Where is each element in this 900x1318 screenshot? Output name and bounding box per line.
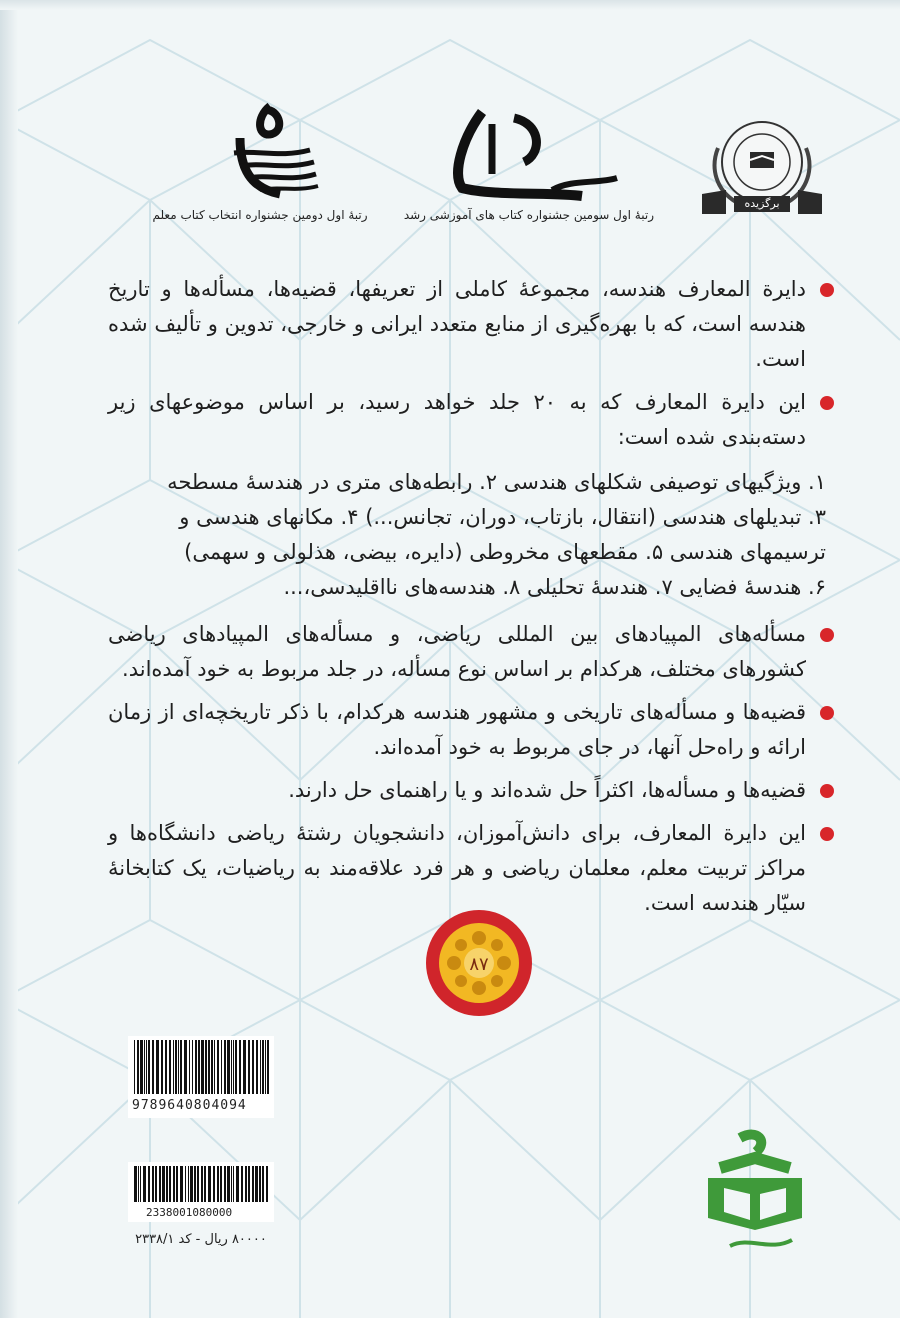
emblem-number: ۸۷ xyxy=(469,954,489,975)
barcode-bar xyxy=(241,1166,243,1202)
barcode-bar xyxy=(213,1166,215,1202)
topic-line: ۶. هندسهٔ فضایی ۷. هندسهٔ تحلیلی ۸. هندسه‌های نااقلیدسی،... xyxy=(283,575,826,599)
barcode-bar xyxy=(165,1040,167,1094)
barcode-bar xyxy=(152,1166,154,1202)
bullet-text: قضیه‌ها و مسأله‌ها، اکثراً حل شده‌اند و یا راهنمای حل دارند. xyxy=(288,778,806,802)
anniversary-emblem-graphic xyxy=(424,908,534,1018)
barcode-bar xyxy=(138,1166,139,1202)
bullet-text: مسأله‌های المپیادهای بین المللی ریاضی، و مسأله‌های المپیادهای ریاضی کشورهای مختلف، هرکدام بر اساس نوع مسأله، در جلد مربوط به خود آمده‌اند. xyxy=(108,622,806,681)
barcode-bar xyxy=(255,1166,258,1202)
award-seal xyxy=(696,118,826,228)
barcode-bar xyxy=(211,1040,213,1094)
barcode-bar xyxy=(178,1040,179,1094)
barcode-bar xyxy=(176,1166,178,1202)
barcode-bar xyxy=(231,1040,232,1094)
barcode-bar xyxy=(217,1040,219,1094)
barcode-bar xyxy=(248,1166,250,1202)
barcode-bar xyxy=(233,1040,234,1094)
barcode-bar xyxy=(220,1166,222,1202)
barcode-bar xyxy=(224,1166,226,1202)
barcode-bar xyxy=(266,1166,268,1202)
barcode-bar xyxy=(162,1166,165,1202)
barcode-bar xyxy=(233,1166,234,1202)
award-seal-label: برگزیده xyxy=(734,196,790,212)
barcode-bar xyxy=(134,1040,135,1094)
bullet-dot-icon xyxy=(820,283,834,297)
topic-line: ۱. ویژگیهای توصیفی شکلهای هندسی ۲. رابطه‌های متری در هندسهٔ مسطحه xyxy=(167,470,826,494)
award-teacher-book xyxy=(210,98,320,207)
barcode-bar xyxy=(224,1040,226,1094)
code-barcode-digits: 2338001080000 xyxy=(146,1206,233,1219)
barcode-bar xyxy=(198,1040,200,1094)
price-label: ۸۰۰۰۰ ریال - کد ۲۳۳۸/۱ xyxy=(135,1232,267,1247)
barcode-bar xyxy=(201,1166,203,1202)
cover-top-shadow xyxy=(0,0,900,10)
barcode-bar xyxy=(137,1040,139,1094)
barcode-bar xyxy=(148,1040,150,1094)
bullet-text: این دایرة المعارف، برای دانش‌آموزان، دانشجویان رشتهٔ ریاضی دانشگاه‌ها و مراکز تربیت معلم، معلمان ریاضی و هر فرد علاقه‌مند به ریاضیات، یک کتابخانهٔ سیّار هندسه است. xyxy=(108,821,806,915)
barcode-bar xyxy=(243,1040,246,1094)
topic-list xyxy=(108,465,832,605)
barcode-bar xyxy=(188,1166,189,1202)
barcode-bar xyxy=(185,1166,186,1202)
barcode-bar xyxy=(208,1166,211,1202)
barcode-bar xyxy=(248,1040,250,1094)
publisher-book-logo-icon xyxy=(700,1128,810,1258)
barcode-bar xyxy=(148,1166,150,1202)
barcode-bar xyxy=(195,1040,197,1094)
barcode-bar xyxy=(194,1166,196,1202)
barcode-bar xyxy=(169,1166,171,1202)
bullet-dot-icon xyxy=(820,706,834,720)
barcode-bar xyxy=(140,1166,141,1202)
barcode-bar xyxy=(152,1040,154,1094)
barcode-bar xyxy=(173,1166,175,1202)
barcode-bar xyxy=(208,1040,210,1094)
barcode-bar xyxy=(184,1040,187,1094)
barcode-bar xyxy=(146,1040,147,1094)
barcode-bar xyxy=(143,1166,146,1202)
barcode-bar xyxy=(144,1040,145,1094)
barcode-bar xyxy=(262,1040,264,1094)
barcode-bar xyxy=(175,1040,177,1094)
barcode-bar xyxy=(252,1166,254,1202)
barcode-bar xyxy=(173,1040,174,1094)
barcode-bar xyxy=(180,1166,183,1202)
barcode-bar xyxy=(267,1040,269,1094)
topic-line: ترسیمهای هندسی ۵. مقطعهای مخروطی (دایره، بیضی، هذلولی و سهمی) xyxy=(184,540,826,564)
bullet-item xyxy=(108,272,832,377)
barcode-bar xyxy=(236,1166,239,1202)
bullet-dot-icon xyxy=(820,784,834,798)
barcode-bar xyxy=(169,1040,171,1094)
bullet-dot-icon xyxy=(820,628,834,642)
barcode-bar xyxy=(259,1166,261,1202)
award-roshd-caption: رتبهٔ اول سومین جشنواره کتاب های آموزشی رشد xyxy=(403,208,654,222)
anniversary-emblem xyxy=(424,908,534,1022)
code-barcode-bars xyxy=(128,1162,274,1206)
bullet-item xyxy=(108,617,832,687)
cover-edge-shadow xyxy=(0,0,18,1318)
barcode-bar xyxy=(221,1040,222,1094)
award-wave-logo xyxy=(210,98,320,203)
barcode-bar xyxy=(227,1040,230,1094)
publisher-logo xyxy=(700,1128,810,1262)
barcode-bar xyxy=(180,1040,182,1094)
barcode-bar xyxy=(159,1166,161,1202)
bullet-text: قضیه‌ها و مسأله‌های تاریخی و مشهور هندسه هرکدام، با ذکر تاریخچه‌ای از زمان ارائه و راه‌حل آنها، در جای مربوط به خود آمده‌اند. xyxy=(108,700,806,759)
barcode-bar xyxy=(161,1040,163,1094)
barcode-bar xyxy=(252,1040,254,1094)
topic-line: ۳. تبدیلهای هندسی (انتقال، بازتاب، دوران، تجانس...) ۴. مکانهای هندسی و xyxy=(179,505,826,529)
barcode-bar xyxy=(155,1166,157,1202)
bullet-item xyxy=(108,695,832,765)
isbn-barcode-digits: 9789640804094 xyxy=(132,1098,247,1113)
barcode-bar xyxy=(214,1040,215,1094)
barcode-bar xyxy=(134,1166,137,1202)
barcode-bar xyxy=(197,1166,199,1202)
barcode-bar xyxy=(235,1040,237,1094)
isbn-barcode-bars xyxy=(128,1036,274,1098)
barcode-bar xyxy=(201,1040,204,1094)
bullet-item xyxy=(108,385,832,455)
barcode-bar xyxy=(217,1166,219,1202)
barcode-bar xyxy=(156,1040,159,1094)
barcode-bar xyxy=(245,1166,247,1202)
barcode-bar xyxy=(189,1040,190,1094)
barcode-bar xyxy=(205,1040,207,1094)
bullet-dot-icon xyxy=(820,396,834,410)
barcode-bar xyxy=(265,1040,266,1094)
bullet-text: این دایرة المعارف که به ۲۰ جلد خواهد رسید، بر اساس موضوعهای زیر دسته‌بندی شده است: xyxy=(108,390,806,449)
barcode-bar xyxy=(192,1040,193,1094)
barcode-bar xyxy=(140,1040,143,1094)
barcode-bar xyxy=(231,1166,232,1202)
barcode-bar xyxy=(190,1166,193,1202)
barcode-bar xyxy=(260,1040,261,1094)
barcode-bar xyxy=(239,1040,241,1094)
barcode-bar xyxy=(227,1166,230,1202)
barcode-bar xyxy=(204,1166,206,1202)
bullet-item xyxy=(108,773,832,808)
barcode-bar xyxy=(256,1040,258,1094)
award-teacher-book-caption: رتبهٔ اول دومین جشنواره انتخاب کتاب معلم xyxy=(152,208,368,222)
bullet-item xyxy=(108,816,832,921)
barcode-bar xyxy=(166,1166,168,1202)
description-text xyxy=(108,272,832,929)
award-roshd xyxy=(432,104,632,208)
award-roshd-logo xyxy=(432,104,632,204)
barcode-bar xyxy=(262,1166,264,1202)
bullet-text: دایرة المعارف هندسه، مجموعهٔ کاملی از تعریفها، قضیه‌ها، مسأله‌ها و تاریخ هندسه است، که با بهره‌گیری از منابع متعدد ایرانی و خارجی، تدوین و تألیف شده است. xyxy=(108,277,806,371)
bullet-dot-icon xyxy=(820,827,834,841)
